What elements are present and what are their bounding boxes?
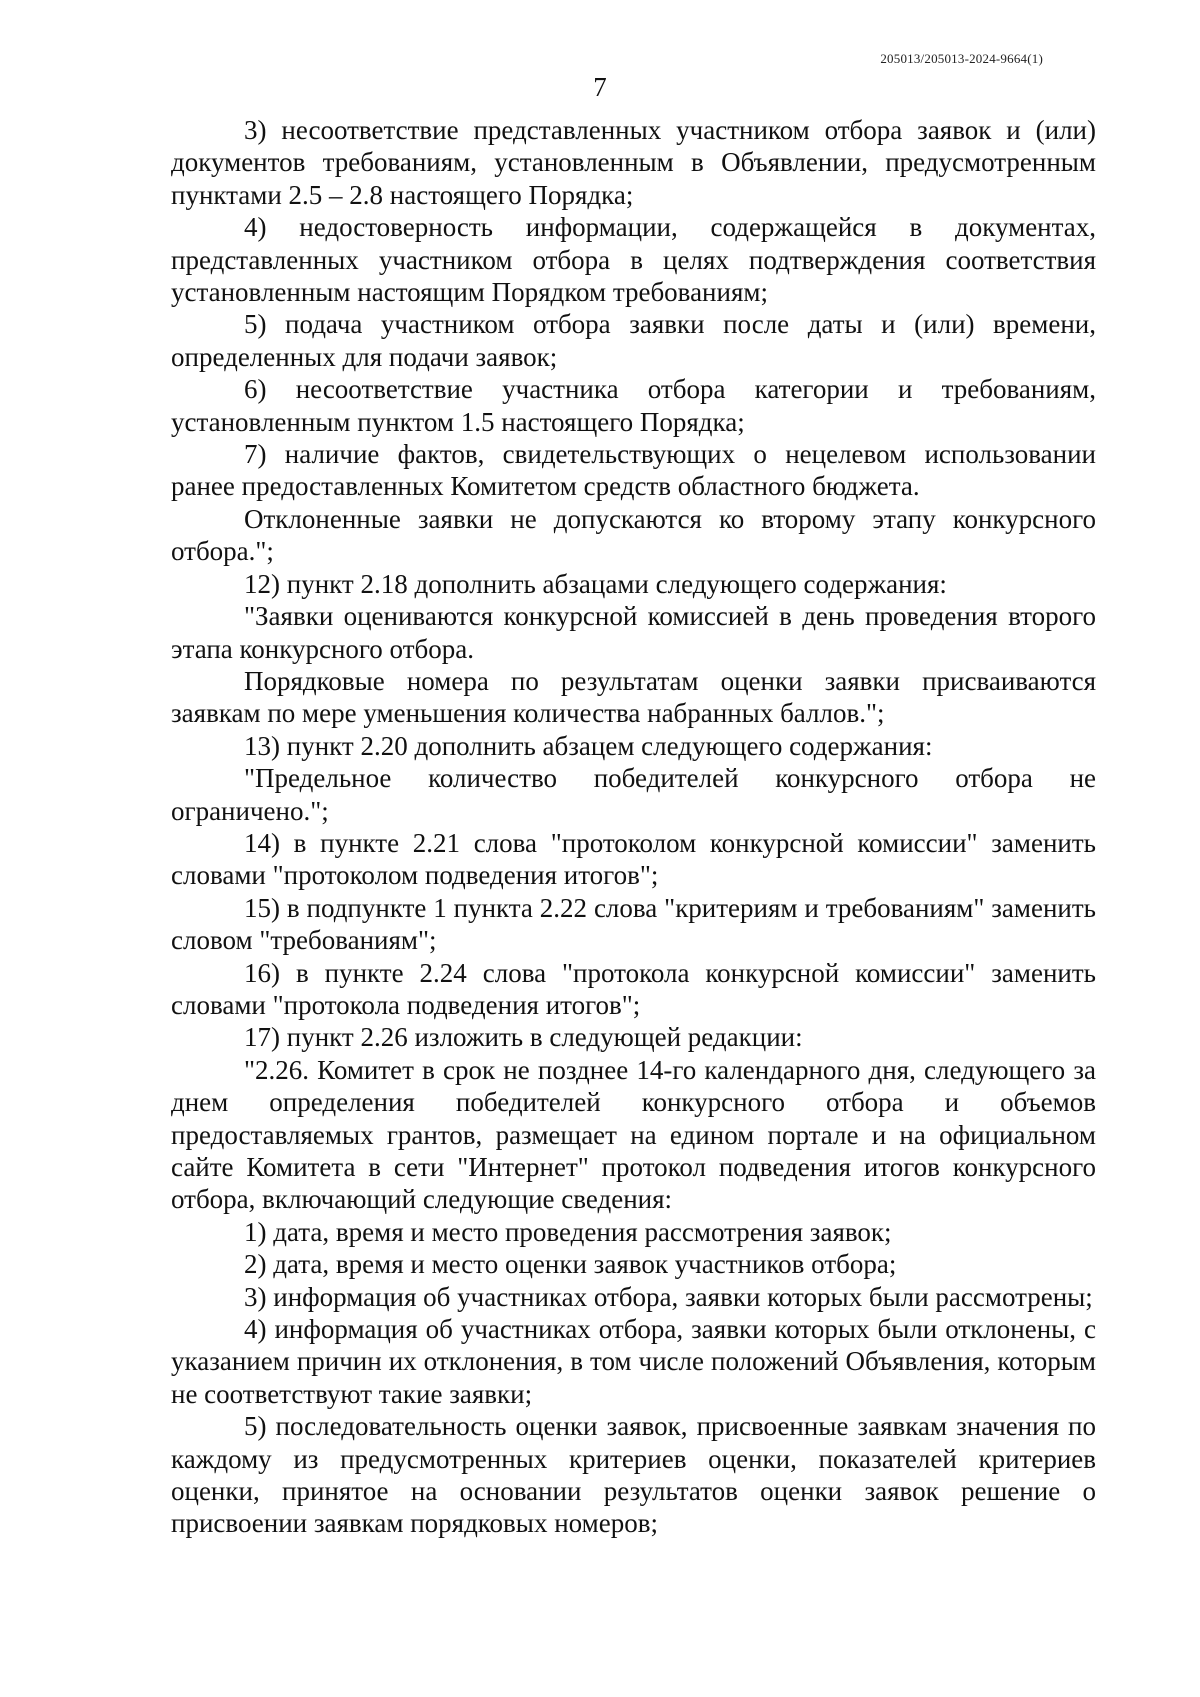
paragraph-clause-2-26: "2.26. Комитет в срок не позднее 14-го календарного дня, следующего за днем определения победителей конкурсного отбора и объемов предоставляемых грантов, размещает на едином портале и на официальном сайте Комитета в сети "Интернет" протокол подведения итогов конкурсного отбора, включающий следующие сведения:: [171, 1054, 1096, 1215]
paragraph-item-6: 6) несоответствие участника отбора категории и требованиям, установленным пунктом 1.5 настоящего Порядка;: [171, 374, 1096, 437]
paragraph-rejected-note: Отклоненные заявки не допускаются ко второму этапу конкурсного отбора.";: [171, 503, 1096, 567]
paragraph-info-2: 2) дата, время и место оценки заявок участников отбора;: [244, 1249, 897, 1280]
document-body: [171, 114, 1096, 1540]
paragraph-item-3: 3) несоответствие представленных участником отбора заявок и (или) документов требованиям, установленным в Объявлении, предусмотренным пунктами 2.5 – 2.8 настоящего Порядка;: [171, 115, 1096, 210]
document-id: 205013/205013-2024-9664(1): [880, 51, 1043, 66]
paragraph-item-7: 7) наличие фактов, свидетельствующих о нецелевом использовании ранее предоставленных Комитетом средств областного бюджета.: [171, 439, 1096, 502]
paragraph-ordinal-numbers: Порядковые номера по результатам оценки заявки присваиваются заявкам по мере уменьшения количества набранных баллов.";: [171, 665, 1096, 729]
paragraph-evaluation-day: "Заявки оцениваются конкурсной комиссией в день проведения второго этапа конкурсного отбора.: [171, 601, 1096, 664]
paragraph-info-3: 3) информация об участниках отбора, заявки которых были рассмотрены;: [244, 1281, 1093, 1312]
paragraph-winners-limit: "Предельное количество победителей конкурсного отбора не ограничено.";: [171, 763, 1096, 826]
paragraph-amendment-15: 15) в подпункте 1 пункта 2.22 слова "критериям и требованиям" заменить словом "требованиям";: [171, 892, 1096, 956]
paragraph-info-5: 5) последовательность оценки заявок, присвоенные заявкам значения по каждому из предусмотренных критериев оценки, показателей критериев оценки, принятое на основании результатов оценки заявок решение о присвоении заявкам порядковых номеров;: [171, 1411, 1096, 1539]
paragraph-item-5: 5) подача участником отбора заявки после даты и (или) времени, определенных для подачи заявок;: [171, 309, 1096, 372]
paragraph-amendment-16: 16) в пункте 2.24 слова "протокола конкурсной комиссии" заменить словами "протокола подведения итогов";: [171, 957, 1096, 1020]
paragraph-amendment-13: 13) пункт 2.20 дополнить абзацем следующего содержания:: [244, 730, 933, 761]
paragraph-info-1: 1) дата, время и место проведения рассмотрения заявок;: [244, 1216, 892, 1247]
paragraph-item-4: 4) недостоверность информации, содержащейся в документах, представленных участником отбора в целях подтверждения соответствия установленным настоящим Порядком требованиям;: [171, 212, 1096, 308]
paragraph-info-4: 4) информация об участниках отбора, заявки которых были отклонены, с указанием причин их отклонения, в том числе положений Объявления, которым не соответствуют такие заявки;: [171, 1314, 1096, 1409]
paragraph-amendment-12: 12) пункт 2.18 дополнить абзацами следующего содержания:: [244, 568, 947, 599]
page-number: 7: [593, 72, 607, 102]
paragraph-amendment-17: 17) пункт 2.26 изложить в следующей редакции:: [244, 1022, 803, 1053]
paragraph-amendment-14: 14) в пункте 2.21 слова "протоколом конкурсной комиссии" заменить словами "протоколом подведения итогов";: [171, 827, 1096, 891]
